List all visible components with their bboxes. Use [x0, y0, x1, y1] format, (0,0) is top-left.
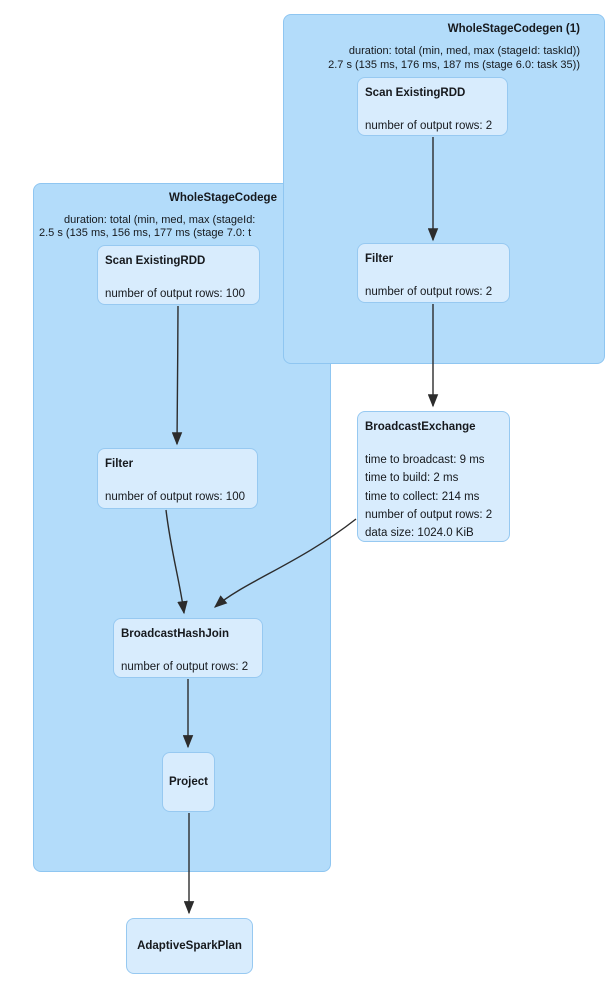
node-title: Project: [169, 775, 208, 788]
cluster-duration-label: duration: total (min, med, max (stageId: taskId)): [348, 45, 580, 57]
node-metric: time to collect: 214 ms: [365, 490, 480, 503]
node-title: Filter: [105, 458, 134, 470]
node-metric: number of output rows: 2: [121, 661, 249, 673]
cluster-title: WholeStageCodege: [169, 192, 277, 204]
node-broadcast-exchange[interactable]: [357, 411, 510, 542]
node-title: Scan ExistingRDD: [105, 255, 206, 267]
cluster-duration-value: 2.7 s (135 ms, 176 ms, 187 ms (stage 6.0: task 35)): [328, 58, 580, 71]
node-metric: number of output rows: 2: [365, 508, 493, 521]
node-scan-existingrdd-2[interactable]: [97, 245, 260, 305]
node-metric: number of output rows: 100: [105, 491, 245, 503]
cluster-duration: [328, 45, 580, 72]
node-metric: number of output rows: 2: [365, 286, 493, 298]
cluster-duration-value: 2.5 s (135 ms, 156 ms, 177 ms (stage 7.0: t: [39, 227, 252, 239]
node-scan-existingrdd-1[interactable]: [357, 77, 508, 136]
node-metric: time to build: 2 ms: [365, 472, 459, 485]
node-title: BroadcastHashJoin: [121, 628, 230, 640]
node-title: AdaptiveSparkPlan: [137, 939, 242, 952]
node-adaptive-spark-plan[interactable]: [126, 918, 253, 974]
node-metric: number of output rows: 2: [365, 120, 493, 132]
cluster-duration-label: duration: total (min, med, max (stageId:: [64, 214, 256, 226]
node-metric: time to broadcast: 9 ms: [365, 454, 485, 466]
node-broadcast-hash-join[interactable]: [113, 618, 263, 678]
node-title: Scan ExistingRDD: [365, 87, 466, 99]
node-metric: data size: 1024.0 KiB: [365, 527, 474, 540]
cluster-title: WholeStageCodegen (1): [447, 23, 580, 35]
node-title: Filter: [365, 253, 394, 265]
node-title: BroadcastExchange: [365, 421, 476, 433]
cluster-wholestagecodegen-1: [283, 14, 605, 364]
node-filter-2[interactable]: [97, 448, 258, 509]
node-metric: number of output rows: 100: [105, 288, 245, 300]
node-project[interactable]: [162, 752, 215, 812]
node-filter-1[interactable]: [357, 243, 510, 303]
